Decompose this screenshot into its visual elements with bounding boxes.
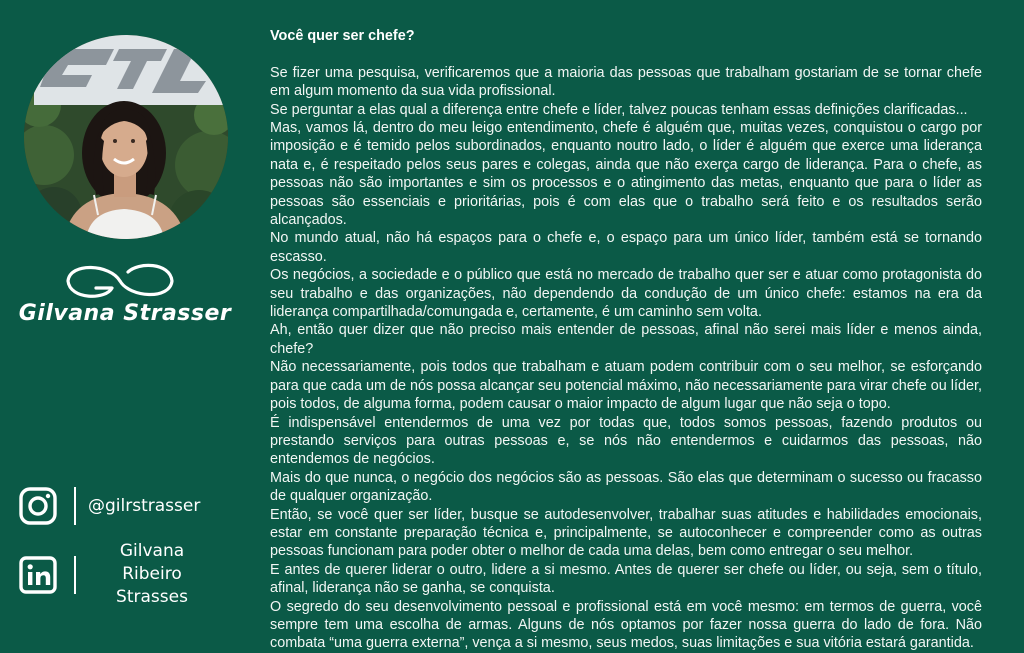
social-divider bbox=[74, 487, 76, 525]
article-paragraph: Mais do que nunca, o negócio dos negócios são as pessoas. São elas que determinam o sucesso ou fracasso de qualquer organização. bbox=[270, 469, 982, 505]
article-paragraph: Mas, vamos lá, dentro do meu leigo entendimento, chefe é alguém que, muitas vezes, conquistou o cargo por imposição e é temido pelos subordinados, enquanto noutro lado, o líder é alguém que exerce uma liderança nata e, é respeitado pelos seus pares e colegas, ainda que não exerça cargo de liderança. Para o chefe, as pessoas não são importantes e sim os processos e o atingimento das metas, enquanto que para o líder as pessoas são essenciais e prioritárias, pois é com elas que o trabalho será feito e os resultados serão alcançados. bbox=[270, 120, 982, 229]
article-paragraph: Os negócios, a sociedade e o público que está no mercado de trabalho quer ser e atuar como protagonista do seu trabalho e das organizações, não dependendo da condução de um único chefe: estamos na era da liderança compartilhada/comungada e, certamente, é um caminho sem volta. bbox=[270, 267, 982, 321]
social-divider bbox=[74, 556, 76, 594]
article bbox=[270, 27, 982, 653]
instagram-handle[interactable]: @gilrstrasser bbox=[88, 495, 201, 516]
article-paragraph: E antes de querer liderar o outro, lidere a si mesmo. Antes de querer ser chefe ou líder, ou seja, sem o título, afinal, liderança não se ganha, se conquista. bbox=[270, 561, 982, 597]
article-paragraph: Não necessariamente, pois todos que trabalham e atuam podem contribuir com o seu melhor, se esforçando para que cada um de nós possa alcançar seu potencial máximo, não necessariamente para virar chefe ou líder, pois todos, de alguma forma, podem causar o maior impacto de algum lugar que não seja o topo. bbox=[270, 359, 982, 413]
article-paragraph: É indispensável entendermos de uma vez por todas que, todos somos pessoas, fazendo produtos ou prestando serviços para outras pessoas e, se nós não entendermos e cuidarmos das pessoas, não entendemos de negócios. bbox=[270, 414, 982, 468]
linkedin-name[interactable]: Gilvana Ribeiro Strasses bbox=[116, 541, 188, 607]
article-paragraph: O segredo do seu desenvolvimento pessoal e profissional está em você mesmo: em termos de guerra, você sempre tem uma escolha de armas. Alguns de nós optamos por fazer nossa guerra do lado de fora. Não combata “uma guerra externa”, vença a si mesmo, seus medos, suas limitações e sua vitória estará garantida. bbox=[270, 598, 982, 652]
article-paragraph: Ah, então quer dizer que não preciso mais entender de pessoas, afinal não serei mais líder e menos ainda, chefe? bbox=[270, 322, 982, 357]
profile-sidebar bbox=[0, 0, 250, 614]
article-paragraph: No mundo atual, não há espaços para o chefe e, o espaço para um único líder, também está se tornando escasso. bbox=[270, 230, 982, 265]
linkedin-icon bbox=[18, 555, 58, 595]
brand-name: Gilvana Strasser bbox=[18, 301, 232, 326]
article-paragraph: Se fizer uma pesquisa, verificaremos que a maioria das pessoas que trabalham gostariam de se tornar chefe em algum momento da sua vida profissional. bbox=[270, 64, 982, 100]
profile-photo bbox=[24, 35, 228, 239]
article-paragraph: Então, se você quer ser líder, busque se autodesenvolver, trabalhar suas atitudes e habilidades emocionais, estar em constante preparação técnica e, principalmente, se autoconhecer e compreender como as outras pessoas funcionam para poder obter o melhor de cada uma delas, bem como entregar o seu melhor. bbox=[270, 506, 982, 560]
instagram-icon bbox=[18, 486, 58, 526]
article-paragraph: Se perguntar a elas qual a diferença entre chefe e líder, talvez poucas tenham essas definições clarificadas... bbox=[270, 101, 968, 118]
instagram-contact[interactable] bbox=[18, 486, 200, 526]
profile-photo-icon bbox=[24, 35, 228, 239]
article-title: Você quer ser chefe? bbox=[270, 28, 415, 44]
linkedin-contact[interactable] bbox=[18, 540, 216, 609]
infinity-gs-logo-icon bbox=[62, 258, 178, 304]
